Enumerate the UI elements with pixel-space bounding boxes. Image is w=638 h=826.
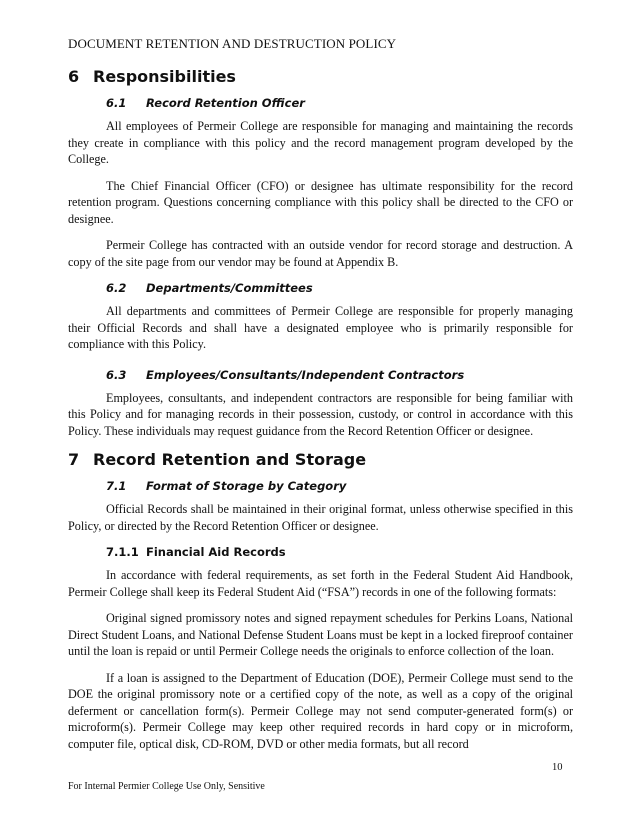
paragraph: In accordance with federal requirements, as set forth in the Federal Student Aid Handbook, Permeir College shall keep its Federal Student Aid (“FSA”) records in one of the following formats: [68, 568, 573, 599]
subsection-title: Employees/Consultants/Independent Contractors [146, 367, 465, 382]
subsection-number: 7.1 [106, 479, 127, 493]
subsection-title: Format of Storage by Category [146, 479, 347, 493]
subsection-number: 6.2 [106, 281, 127, 295]
subsection-6-3-heading [106, 367, 573, 383]
page-body [68, 66, 573, 752]
page-number: 10 [552, 762, 563, 773]
paragraph: All departments and committees of Permeir College are responsible for properly managing their Official Records and shall have a designated employee who is primarily responsible for compliance with this Policy. [68, 304, 573, 351]
section-title: Record Retention and Storage [93, 450, 367, 469]
paragraph: If a loan is assigned to the Department of Education (DOE), Permeir College must send to the DOE the original promissory note or a certified copy of the note, as well as a copy of the original deferment or cancellation form(s). Permeir College may not send computer-generated form(s) or microform(s). Permeir College may keep other required records in hard copy or in microform, computer file, optical disk, CD-ROM, DVD or other media formats, but all record [68, 670, 573, 751]
subsection-title: Record Retention Officer [146, 96, 305, 110]
section-title: Responsibilities [93, 67, 236, 86]
subsection-6-2-heading [106, 280, 573, 296]
paragraph: All employees of Permeir College are responsible for managing and maintaining the records they create in compliance with this policy and the record management program developed by the College. [68, 119, 573, 166]
paragraph: Permeir College has contracted with an outside vendor for record storage and destruction. A copy of the site page from our vendor may be found at Appendix B. [68, 238, 573, 269]
subsection-title: Financial Aid Records [146, 545, 286, 559]
section-6-heading [68, 66, 573, 88]
paragraph: Original signed promissory notes and signed repayment schedules for Perkins Loans, National Direct Student Loans, and National Defense Student Loans must be kept in a locked fireproof container until the loan is repaid or until Permeir College needs the originals to enforce collection of the loan. [68, 611, 573, 658]
section-number: 6 [68, 67, 80, 86]
footer-notice: For Internal Permier College Use Only, Sensitive [68, 781, 265, 792]
subsection-number: 7.1.1 [106, 545, 139, 559]
section-7-heading [68, 449, 573, 471]
paragraph: Official Records shall be maintained in their original format, unless otherwise specified in this Policy, or directed by the Record Retention Officer or designee. [68, 502, 573, 533]
paragraph: The Chief Financial Officer (CFO) or designee has ultimate responsibility for the record retention program. Questions concerning compliance with this policy shall be directed to the CFO or designee. [68, 178, 573, 226]
subsection-7-1-1-heading [106, 544, 573, 560]
subsection-6-1-heading [106, 95, 573, 111]
running-header: DOCUMENT RETENTION AND DESTRUCTION POLICY [68, 36, 397, 51]
subsection-7-1-heading [106, 478, 573, 494]
subsection-number: 6.3 [106, 367, 127, 382]
subsection-number: 6.1 [106, 96, 127, 110]
subsection-title: Departments/Committees [146, 281, 313, 295]
section-number: 7 [68, 450, 80, 469]
paragraph: Employees, consultants, and independent contractors are responsible for being familiar with this Policy and for managing records in their possession, custody, or control in accordance with this Policy. These individuals may request guidance from the Record Retention Officer or designee. [68, 390, 573, 438]
